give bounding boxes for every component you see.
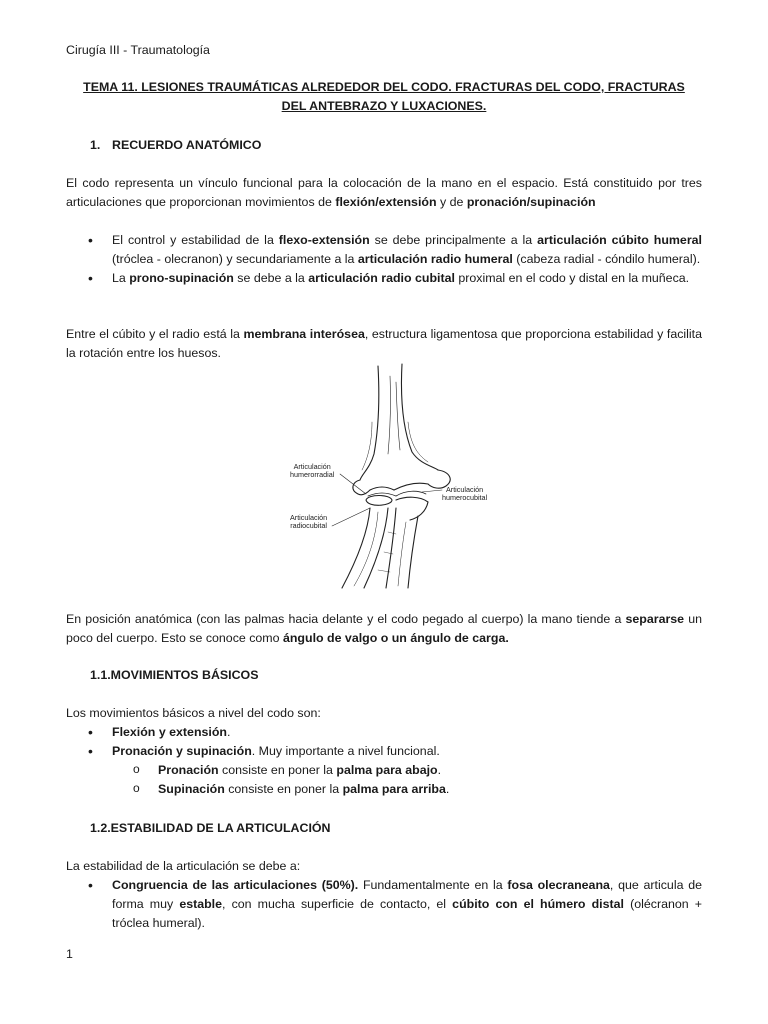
label-radioulnar-line-1: Articulación (290, 513, 328, 522)
intro-bold-2: pronación/supinación (466, 195, 596, 209)
label-humeroradial (290, 463, 334, 479)
bullet1-text-1: El control y estabilidad de la (112, 233, 279, 247)
membrane-text-1: Entre el cúbito y el radio está la (66, 327, 244, 341)
section-1-1-number: 1.1. (90, 668, 111, 682)
intro-bold-1: flexión/extensión (335, 195, 437, 209)
list-item (66, 780, 702, 799)
label-radioulnar (290, 514, 327, 530)
section-1-number: 1. (90, 138, 101, 152)
stability-text-3: , con mucha superficie de contacto, el (222, 897, 453, 911)
sub-1-bold-1: Pronación (158, 763, 219, 777)
movements-list (66, 723, 702, 761)
sub-2-bold-2: palma para arriba (342, 782, 446, 796)
section-1-title: RECUERDO ANATÓMICO (112, 138, 262, 152)
page-number: 1 (66, 947, 73, 961)
membrane-bold-1: membrana interósea (243, 327, 365, 341)
label-humeroradial-line-2: humerorradial (290, 470, 335, 479)
list-item (66, 269, 702, 288)
label-radioulnar-line-2: radiocubital (290, 521, 327, 530)
bullet1-bold-3: articulación radio humeral (357, 252, 513, 266)
bullet1-text-4: (cabeza radial - cóndilo humeral). (512, 252, 701, 266)
movement-2-bold: Pronación y supinación (112, 744, 252, 758)
stability-text-1: Fundamentalmente en la (358, 878, 508, 892)
bullet1-text-2: se debe principalmente a la (369, 233, 538, 247)
membrane-paragraph (66, 325, 702, 363)
valgus-text-1: En posición anatómica (con las palmas hacia delante y el codo pegado al cuerpo) la mano tiende a (66, 612, 626, 626)
stability-bold-1: Congruencia de las articulaciones (50%). (112, 878, 359, 892)
valgus-bold-1: separarse (625, 612, 685, 626)
bullet2-bold-1: prono-supinación (129, 271, 234, 285)
elbow-anatomy-figure (282, 362, 492, 590)
section-1-heading (90, 136, 261, 155)
page-header: Cirugía III - Traumatología (66, 43, 210, 57)
membrane-text-2: , estructura ligamentosa que proporciona estabilidad y facilita la rotación entre los huesos. (66, 327, 702, 360)
valgus-text-2: un poco del cuerpo. Esto se conoce como (66, 612, 702, 645)
bullet2-text-2: se debe a la (233, 271, 309, 285)
section-1-2-number: 1.2. (90, 821, 111, 835)
stability-bold-4: cúbito con el húmero distal (452, 897, 624, 911)
bullet2-bold-2: articulación radio cubital (308, 271, 455, 285)
label-humeroradial-line-1: Articulación (293, 462, 331, 471)
sub-2-text-1: consiste en poner la (224, 782, 343, 796)
sub-1-text-1: consiste en poner la (218, 763, 337, 777)
list-item (66, 761, 702, 780)
section-1-1-heading (90, 666, 258, 685)
bullet2-text-1: La (112, 271, 130, 285)
section-1-2-title: ESTABILIDAD DE LA ARTICULACIÓN (110, 821, 331, 835)
intro-text-1: El codo representa un vínculo funcional para la colocación de la mano en el espacio. Está constituido por tres articulaciones que proporcionan movimientos de (66, 176, 702, 209)
list-item (66, 742, 702, 761)
movements-sublist (66, 761, 702, 799)
list-item (66, 876, 702, 933)
stability-bold-2: fosa olecraneana (507, 878, 610, 892)
section-1-2-heading (90, 819, 330, 838)
movement-1-text: . (227, 725, 231, 739)
intro-paragraph (66, 174, 702, 212)
stability-list (66, 876, 702, 933)
bullet1-text-3: (tróclea - olecranon) y secundariamente a la (112, 252, 358, 266)
stability-text-2: , que articula de forma muy (112, 878, 702, 911)
title-line-1: TEMA 11. LESIONES TRAUMÁTICAS ALREDEDOR DEL CODO. FRACTURAS DEL CODO, FRACTURAS (83, 80, 685, 94)
title-line-2: DEL ANTEBRAZO Y LUXACIONES. (281, 99, 487, 113)
movement-2-text: . Muy importante a nivel funcional. (251, 744, 440, 758)
sub-1-text-2: . (437, 763, 442, 777)
document-title (66, 78, 702, 116)
stability-bold-3: estable (179, 897, 223, 911)
bullet2-text-3: proximal en el codo y distal en la muñeca. (454, 271, 690, 285)
stability-text-4: (olécranon + tróclea humeral). (112, 897, 702, 930)
bullet1-bold-1: flexo-extensión (278, 233, 370, 247)
stability-intro: La estabilidad de la articulación se debe a: (66, 859, 301, 873)
sub-1-bold-2: palma para abajo (336, 763, 438, 777)
movement-1-bold: Flexión y extensión (112, 725, 227, 739)
valgus-paragraph (66, 610, 702, 648)
intro-text-2: y de (436, 195, 467, 209)
joint-bullet-list (66, 231, 702, 288)
bullet1-bold-2: articulación cúbito humeral (537, 233, 702, 247)
label-humeroulnar-line-2: humerocubital (442, 493, 488, 502)
movements-intro: Los movimientos básicos a nivel del codo son: (66, 706, 321, 720)
label-humeroulnar-line-1: Articulación (446, 485, 484, 494)
section-1-1-title: MOVIMIENTOS BÁSICOS (110, 668, 259, 682)
label-humeroulnar (442, 486, 487, 502)
sub-2-bold-1: Supinación (158, 782, 225, 796)
list-item (66, 231, 702, 269)
list-item (66, 723, 702, 742)
sub-2-text-2: . (445, 782, 450, 796)
valgus-bold-2: ángulo de valgo o un ángulo de carga. (282, 631, 509, 645)
